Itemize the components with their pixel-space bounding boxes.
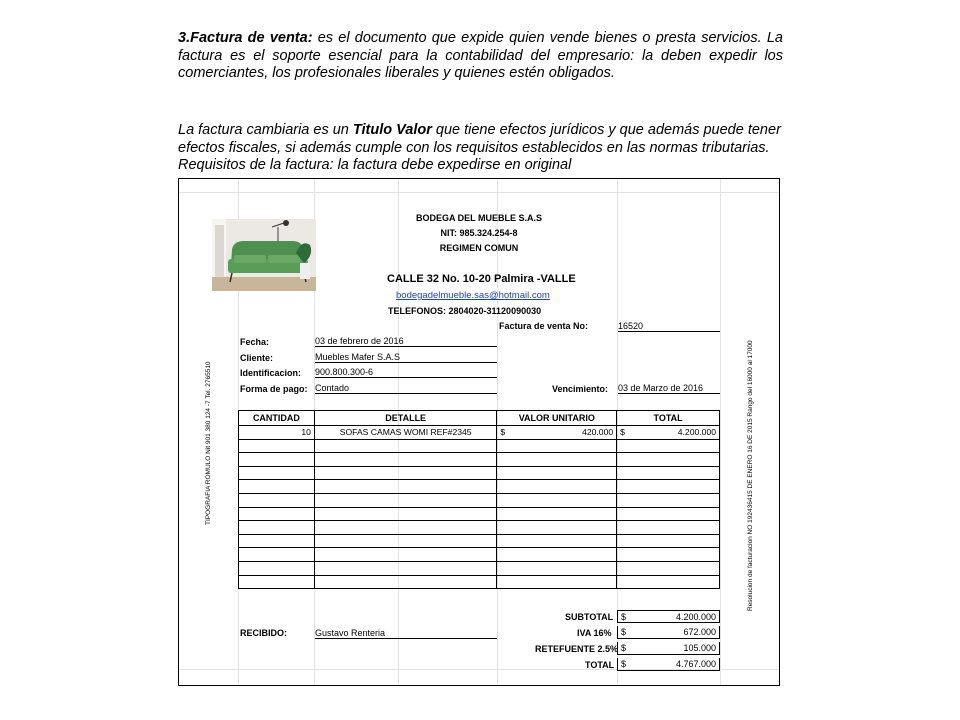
- retefuente-label: RETEFUENTE 2.5%: [535, 644, 619, 654]
- table-row: [239, 521, 720, 535]
- item-unit: 420.000: [582, 427, 614, 438]
- iva-label: IVA 16%: [577, 628, 612, 638]
- total-value: 4.767.000: [675, 659, 716, 669]
- vencimiento-label: Vencimiento:: [552, 384, 609, 394]
- retefuente-value: 105.000: [683, 643, 716, 653]
- table-row: [239, 575, 720, 589]
- sofa-photo: [212, 219, 316, 291]
- p2-text-b: que tiene efectos jurídicos y que además puede tener efectos fiscales, si además cumple con los requisitos establecidos en las normas tributarias. Requisitos de la factura: la factura debe expedirse en original: [178, 122, 781, 173]
- table-row: [239, 439, 720, 453]
- table-row: [239, 466, 720, 480]
- currency-sign: $: [621, 659, 627, 669]
- second-paragraph: [178, 122, 783, 175]
- invoice-sheet: [178, 178, 780, 686]
- side-text-left: TIPOGRAFIA ROMULO Nit 901 380 124 -7 Tel. 2765510: [205, 361, 212, 525]
- retefuente-cell: [617, 642, 720, 655]
- currency-sign: $: [621, 643, 627, 653]
- p2-text-a: La factura cambiaria es un: [178, 122, 353, 138]
- table-row: [239, 534, 720, 548]
- currency-sign: $: [621, 612, 627, 622]
- header-valor-unitario: VALOR UNITARIO: [497, 411, 617, 426]
- item-total-cell: [617, 426, 720, 440]
- grid-line: [720, 179, 721, 685]
- company-name: BODEGA DEL MUEBLE S.A.S: [415, 213, 542, 223]
- currency-sign: $: [500, 427, 506, 438]
- item-detail: SOFAS CAMAS WOMI REF#2345: [314, 426, 497, 440]
- item-qty: 10: [239, 426, 315, 440]
- iva-cell: [617, 626, 720, 639]
- vencimiento-value: 03 de Marzo de 2016: [618, 383, 720, 394]
- recibido-label: RECIBIDO:: [240, 628, 287, 638]
- company-phones: TELEFONOS: 2804020-31120090030: [388, 306, 542, 316]
- table-row: [239, 493, 720, 507]
- recibido-name: Gustavo Renteria: [315, 628, 497, 639]
- header-detalle: DETALLE: [314, 411, 497, 426]
- total-cell: [617, 658, 720, 671]
- table-header-row: [239, 411, 720, 426]
- p2-bold: Titulo Valor: [352, 122, 432, 138]
- forma-pago-label: Forma de pago:: [240, 384, 308, 394]
- table-row: [239, 480, 720, 494]
- subtotal-label: SUBTOTAL: [565, 612, 614, 622]
- items-table: [238, 410, 720, 589]
- intro-body: es el documento que expide quien vende bienes o presta servicios. La factura es el soporte esencial para la contabilidad del empresario: la deben expedir los comerciantes, los profesionales liberales y quienes estén obligados.: [178, 30, 783, 81]
- iva-value: 672.000: [683, 627, 716, 637]
- cliente-label: Cliente:: [240, 353, 274, 363]
- table-row: [239, 426, 720, 440]
- identificacion-label: Identificacion:: [240, 368, 302, 378]
- identificacion-value: 900.800.300-6: [315, 367, 497, 378]
- invoice-number-label: Factura de venta No:: [499, 321, 589, 331]
- intro-paragraph: [178, 30, 783, 83]
- table-row: [239, 453, 720, 467]
- total-label: TOTAL: [585, 660, 615, 670]
- item-total: 4.200.000: [677, 427, 716, 438]
- intro-lead: 3.Factura de venta:: [178, 30, 313, 46]
- item-unit-cell: [497, 426, 617, 440]
- company-regime: REGIMEN COMUN: [439, 243, 519, 253]
- table-row: [239, 561, 720, 575]
- currency-sign: $: [620, 427, 625, 438]
- subtotal-value: 4.200.000: [675, 612, 716, 622]
- currency-sign: $: [621, 627, 627, 637]
- fecha-label: Fecha:: [240, 337, 270, 347]
- grid-line: [179, 192, 779, 193]
- cliente-value: Muebles Mafer S.A.S: [315, 352, 497, 363]
- table-row: [239, 507, 720, 521]
- table-row: [239, 548, 720, 562]
- fecha-value: 03 de febrero de 2016: [315, 336, 497, 347]
- forma-pago-value: Contado: [315, 383, 497, 394]
- company-email-link[interactable]: bodegadelmueble.sas@hotmail.com: [396, 290, 550, 301]
- subtotal-cell: [617, 610, 720, 623]
- company-nit: NIT: 985.324.254-8: [440, 228, 518, 238]
- side-text-right: Resolucion de facturacion NO 192436415 DE ENERO 16 DE 2015 Rango del 16000 al 17000: [747, 340, 754, 611]
- invoice-number: 16520: [618, 321, 720, 332]
- header-total: TOTAL: [617, 411, 720, 426]
- company-address: CALLE 32 No. 10-20 Palmira -VALLE: [387, 273, 576, 285]
- header-cantidad: CANTIDAD: [239, 411, 315, 426]
